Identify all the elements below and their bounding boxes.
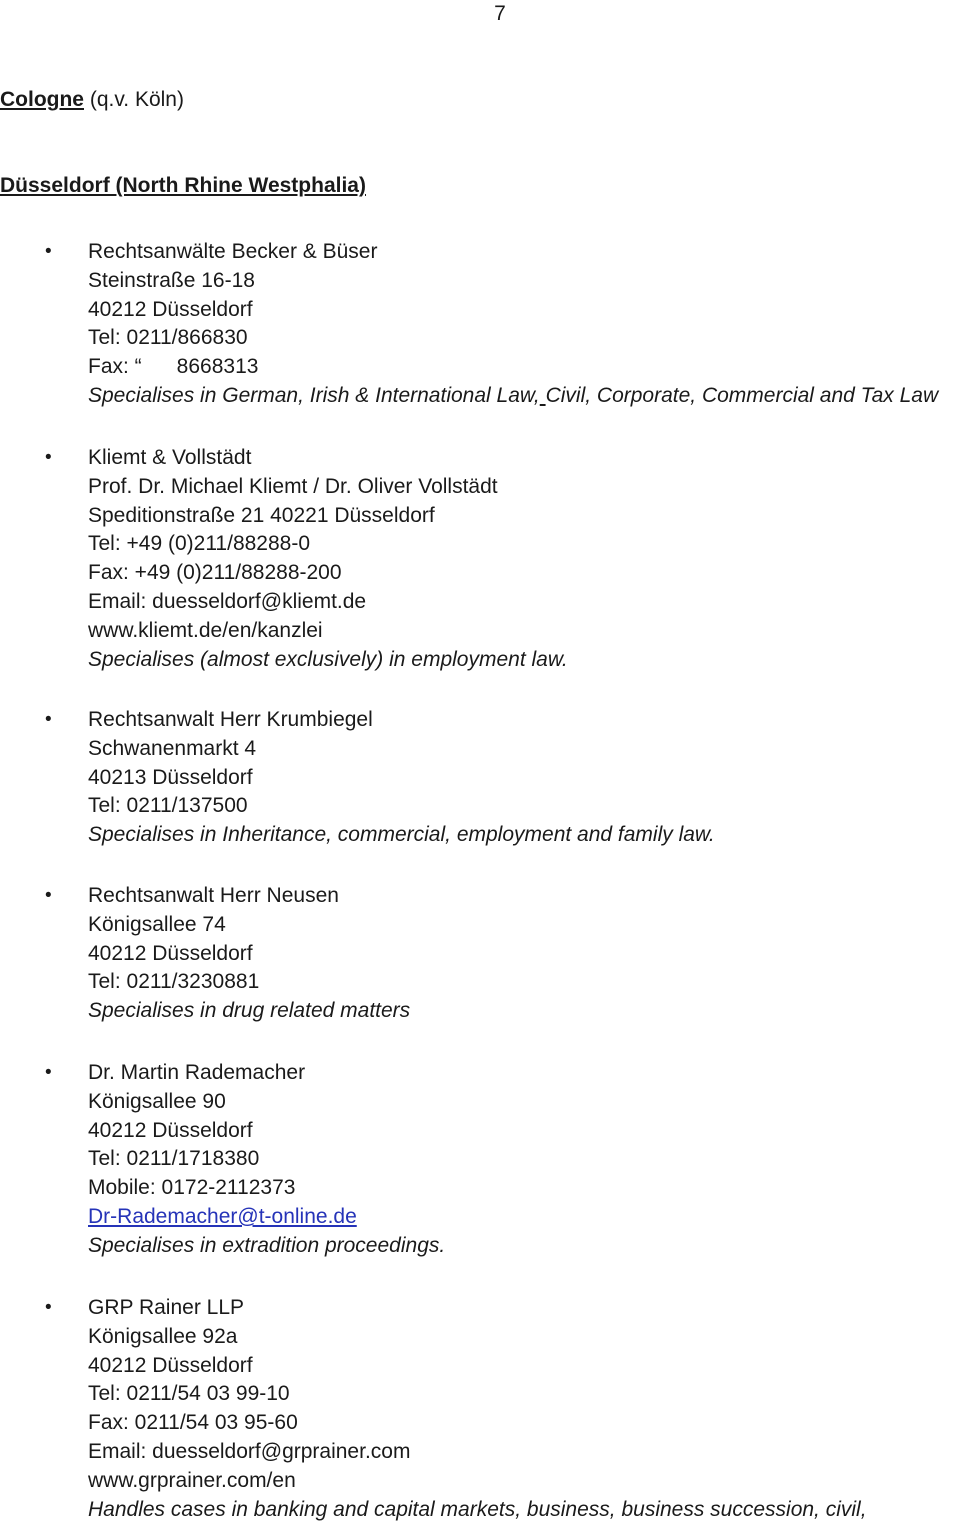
directory-entry-rademacher [0,1059,960,1261]
specialisation [88,382,960,411]
specialisation: Specialises in extradition proceedings. [88,1233,446,1257]
postal-city: 40212 Düsseldorf [88,941,253,965]
street-address: Königsallee 90 [88,1089,226,1113]
firm-name: Rechtsanwälte Becker & Büser [88,240,378,263]
heading-dusseldorf: Düsseldorf (North Rhine Westphalia) [0,174,366,197]
lawyer-names: Prof. Dr. Michael Kliemt / Dr. Oliver Vollstädt [88,474,498,498]
mobile: Mobile: 0172-2112373 [88,1176,296,1200]
firm-name: Kliemt & Vollstädt [88,446,252,469]
directory-entry-grp-rainer [0,1294,960,1524]
telephone: Tel: 0211/866830 [88,326,248,350]
telephone: Tel: 0211/3230881 [88,970,260,994]
bullet-icon: • [45,1297,52,1318]
fax: Fax: +49 (0)211/88288-200 [88,561,342,585]
telephone: Tel: 0211/54 03 99-10 [88,1382,290,1406]
postal-city: 40213 Düsseldorf [88,765,253,789]
heading-cologne-city: Cologne [0,88,84,111]
website: www.kliemt.de/en/kanzlei [88,618,323,642]
postal-city: 40212 Düsseldorf [88,297,253,321]
specialisation-part: Specialises in German, Irish & International Law, [88,383,540,407]
website: www.grprainer.com/en [88,1468,296,1492]
email-link[interactable]: Dr-Rademacher@t-online.de [88,1204,357,1228]
directory-entry-kliemt-vollstadt [0,444,960,674]
specialisation: Specialises in Inheritance, commercial, employment and family law. [88,823,715,847]
heading-cologne-note: (q.v. Köln) [84,88,184,111]
specialisation-part: Civil, Corporate, Commercial and Tax Law [545,383,939,407]
specialisation: Specialises (almost exclusively) in employment law. [88,647,568,671]
postal-city: 40212 Düsseldorf [88,1353,253,1377]
directory-entry-neusen [0,882,960,1026]
telephone: Tel: 0211/137500 [88,794,248,818]
practice-areas: Handles cases in banking and capital markets, business, business succession, civil, [88,1497,867,1521]
bullet-icon: • [45,447,52,468]
telephone: Tel: 0211/1718380 [88,1147,260,1171]
firm-name: GRP Rainer LLP [88,1296,245,1319]
bullet-icon: • [45,241,52,262]
street-address: Steinstraße 16-18 [88,268,255,292]
directory-entry-krumbiegel [0,706,960,850]
fax: Fax: 0211/54 03 95-60 [88,1411,298,1435]
directory-entry-becker-buser [0,238,960,411]
lawyer-name: Rechtsanwalt Herr Krumbiegel [88,708,373,731]
bullet-icon: • [45,1062,52,1083]
postal-city: 40212 Düsseldorf [88,1118,253,1142]
lawyer-name: Rechtsanwalt Herr Neusen [88,884,339,907]
street-address: Schwanenmarkt 4 [88,736,257,760]
street-address: Speditionstraße 21 40221 Düsseldorf [88,503,435,527]
bullet-icon: • [45,885,52,906]
bullet-icon: • [45,709,52,730]
street-address: Königsallee 74 [88,912,226,936]
specialisation: Specialises in drug related matters [88,999,411,1023]
telephone: Tel: +49 (0)211/88288-0 [88,532,311,556]
fax: Fax: “ 8668313 [88,355,259,379]
heading-cologne [0,86,960,115]
email: Email: duesseldorf@kliemt.de [88,589,367,613]
lawyer-name: Dr. Martin Rademacher [88,1061,306,1084]
page-number: 7 [494,2,506,25]
email: Email: duesseldorf@grprainer.com [88,1439,411,1463]
street-address: Königsallee 92a [88,1324,238,1348]
